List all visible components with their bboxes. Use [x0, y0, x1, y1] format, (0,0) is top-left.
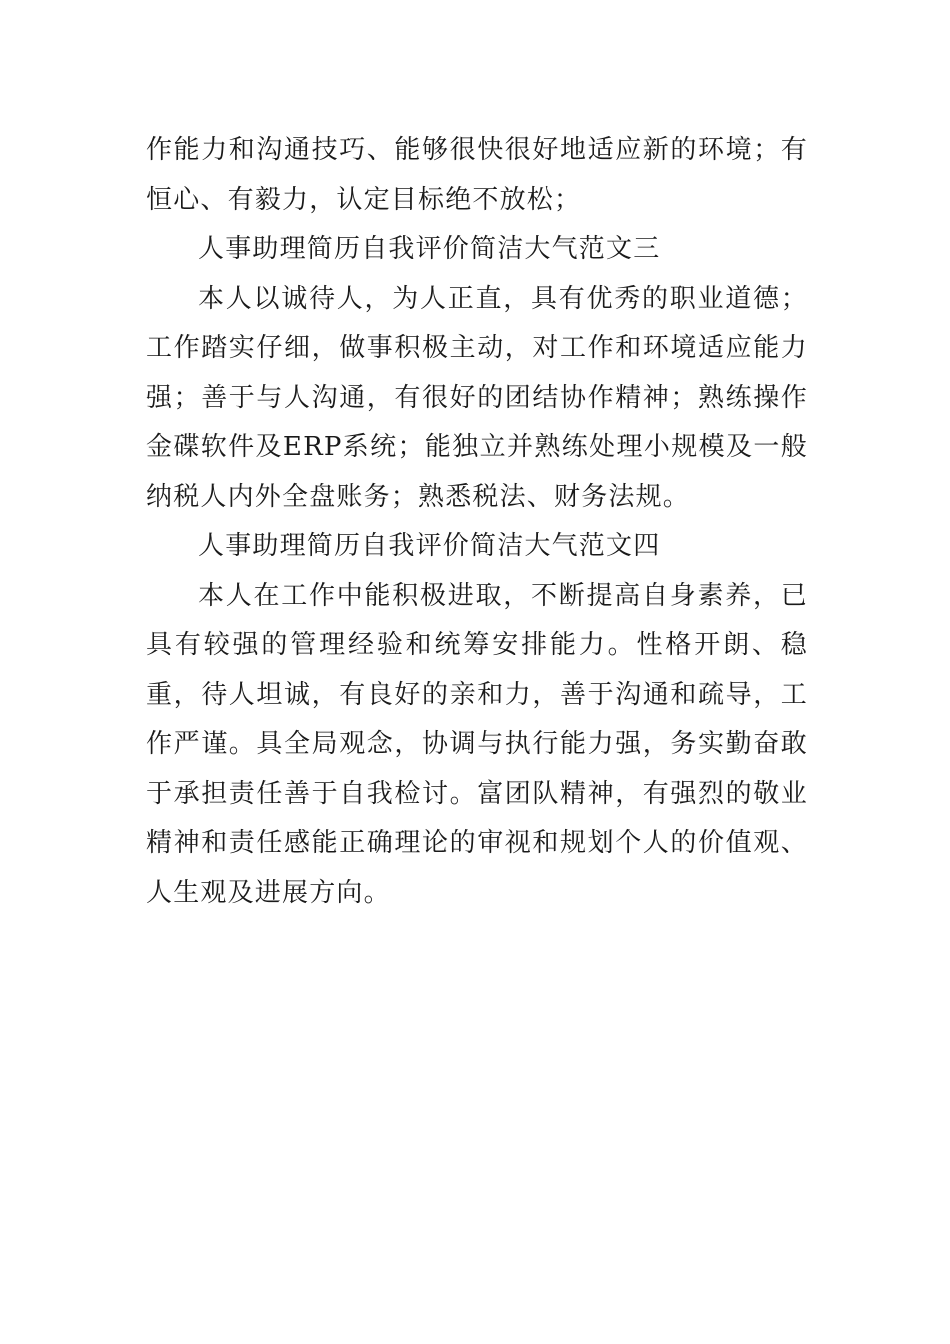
section-heading-4: 人事助理简历自我评价简洁大气范文四	[198, 531, 661, 561]
paragraph-sample-4: 本人在工作中能积极进取，不断提高自身素养，已具有较强的管理经验和统筹安排能力。性格开朗、稳重，待人坦诚，有良好的亲和力，善于沟通和疏导，工作严谨。具全局观念，协调与执行能力强，务实勤奋敢于承担责任善于自我检讨。富团队精神，有强烈的敬业精神和责任感能正确理论的审视和规划个人的价值观、人生观及进展方向。	[146, 580, 808, 908]
section-heading-3: 人事助理简历自我评价简洁大气范文三	[198, 234, 661, 264]
paragraph-continued: 作能力和沟通技巧、能够很快很好地适应新的环境；有恒心、有毅力，认定目标绝不放松；	[146, 135, 808, 215]
document-body	[146, 126, 808, 918]
paragraph-sample-3: 本人以诚待人，为人正直，具有优秀的职业道德；工作踏实仔细，做事积极主动，对工作和环境适应能力强；善于与人沟通，有很好的团结协作精神；熟练操作金碟软件及ERP系统；能独立并熟练处理小规模及一般纳税人内外全盘账务；熟悉税法、财务法规。	[146, 283, 808, 512]
